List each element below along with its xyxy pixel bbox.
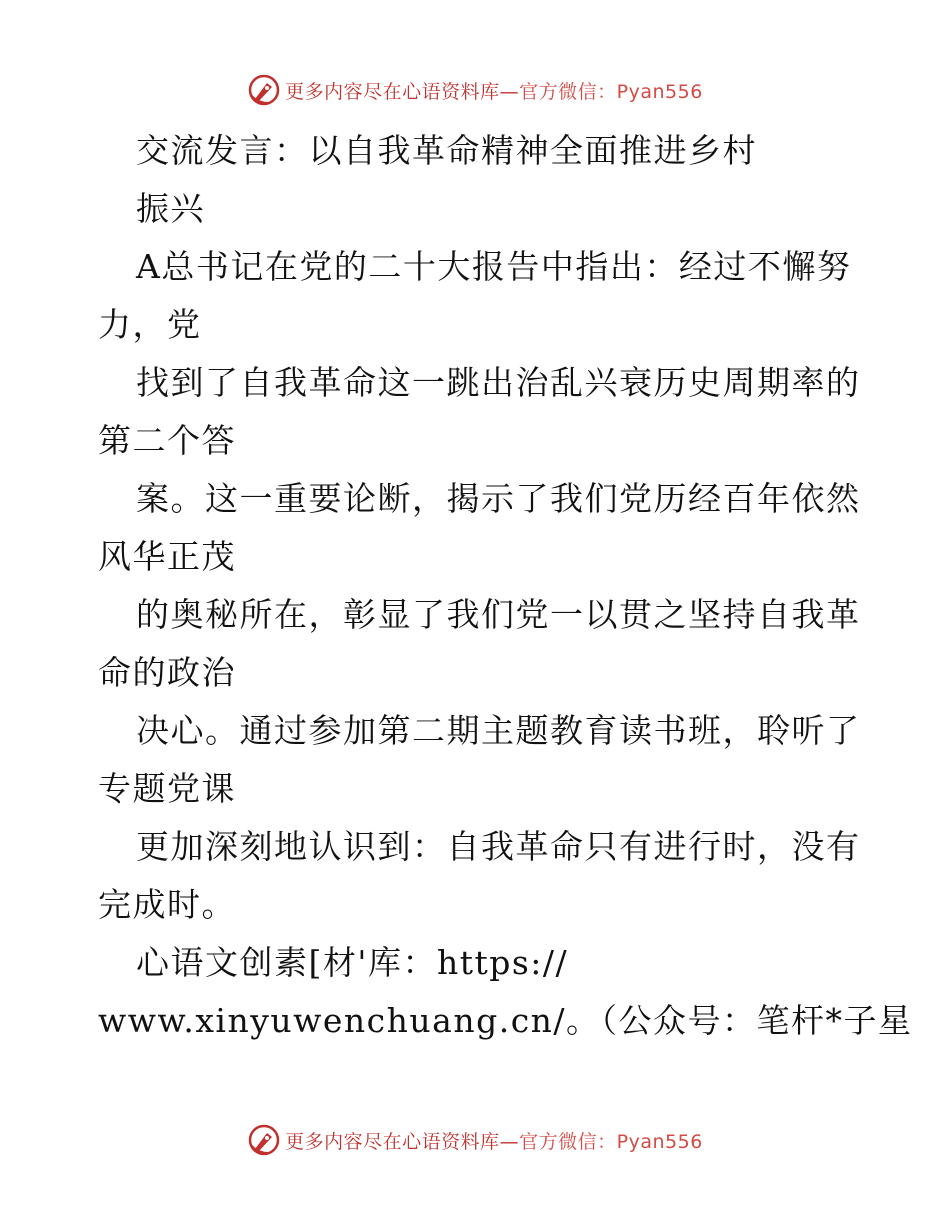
doc-line: 风华正茂	[98, 537, 236, 576]
banner-dash: —	[499, 80, 520, 103]
doc-line: 命的政治	[98, 653, 236, 692]
banner-site-name: 更多内容尽在心语资料库	[285, 80, 500, 103]
doc-line: 决心。通过参加第二期主题教育读书班，聆听了	[136, 711, 861, 750]
doc-line: 心语文创素[材'库：https://	[136, 943, 569, 982]
pen-nib-icon	[247, 1123, 281, 1157]
document-body	[98, 122, 913, 1050]
banner-site-name: 更多内容尽在心语资料库	[285, 1130, 500, 1153]
doc-line: 找到了自我革命这一跳出治乱兴衰历史周期率的	[136, 363, 861, 402]
header-banner	[0, 70, 950, 110]
doc-line: 振兴	[136, 189, 205, 228]
doc-line: 案。这一重要论断，揭示了我们党历经百年依然	[136, 479, 861, 518]
doc-line: www.xinyuwenchuang.cn/。（公众号：笔杆*子星	[98, 1001, 913, 1040]
doc-line: 完成时。	[98, 885, 236, 924]
banner-wechat: 官方微信：Pyan556	[519, 80, 703, 103]
doc-line: 更加深刻地认识到：自我革命只有进行时，没有	[136, 827, 861, 866]
banner-text	[285, 1127, 703, 1154]
footer-banner	[0, 1120, 950, 1160]
doc-line: 第二个答	[98, 421, 236, 460]
banner-wechat: 官方微信：Pyan556	[519, 1130, 703, 1153]
pen-nib-icon	[247, 73, 281, 107]
doc-line: 交流发言：以自我革命精神全面推进乡村	[136, 131, 757, 170]
doc-line: 的奥秘所在，彰显了我们党一以贯之坚持自我革	[136, 595, 861, 634]
doc-line: A总书记在党的二十大报告中指出：经过不懈努	[136, 247, 852, 286]
banner-text	[285, 77, 703, 104]
banner-dash: —	[499, 1130, 520, 1153]
doc-line: 力，党	[98, 305, 202, 344]
doc-line: 专题党课	[98, 769, 236, 808]
